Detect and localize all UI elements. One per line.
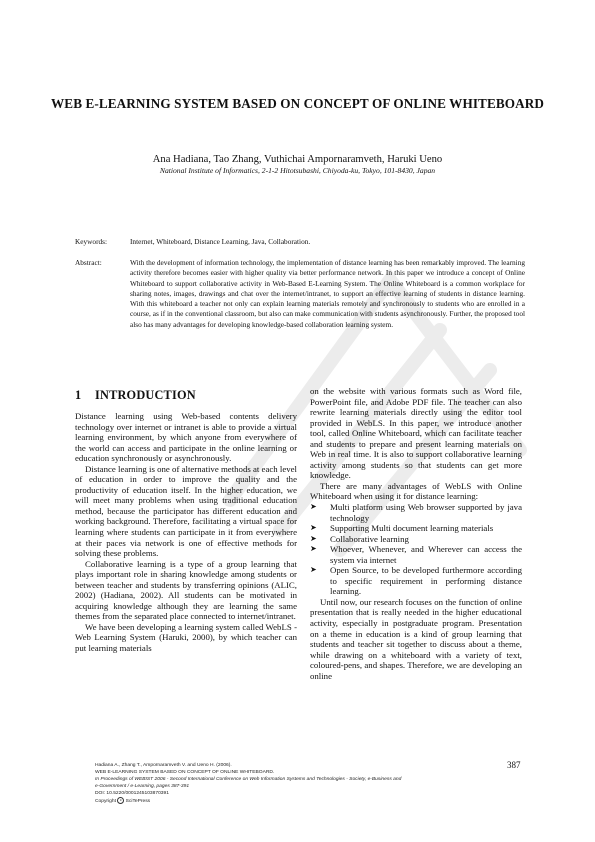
abstract-label: Abstract: — [75, 258, 102, 267]
right-column — [310, 386, 522, 681]
paragraph: We have been developing a learning system called WebLS - Web Learning System (Haruki, 2000), by which teacher can put learning materials — [75, 621, 297, 654]
paragraph: Collaborative learning is a type of a group learning that plays important role in sharing knowledge among students or between teacher and students by transferring opinions (ALIC, 2002) (Hadiana, 2002). All students can be motivated in acquiring knowledge although they are learning the same themes from the separated place connected to internet/intranet. — [75, 558, 297, 622]
list-item: ➤ Supporting Multi document learning materials — [310, 523, 494, 534]
paragraph: There are many advantages of WebLS with Online Whiteboard when using it for distance learning: — [310, 480, 522, 502]
section-title: INTRODUCTION — [95, 388, 196, 402]
paper-title: WEB E-LEARNING SYSTEM BASED ON CONCEPT OF ONLINE WHITEBOARD — [51, 96, 544, 111]
abstract-text: With the development of information technology, the implementation of distance learning has been remarkably improved. The learning activity therefore becomes easier with higher quality via better performance network. In this paper we introduce a concept of Online Whiteboard to support collaborative activity in Web-Based E-Learning System. The Online Whiteboard is a common workplace for sharing notes, images, drawings and chat over the internet/intranet, to support an effective learning of students in distance learning. With this whiteboard a teacher not only can explain learning materials remotely and synchronously to students who are enrolled in a course, as if in the conventional classroom, but also can make communication with students asynchronously. Further, the proposed tool also has many advantages for developing knowledge-based collaboration learning system. — [130, 258, 525, 329]
arrow-bullet-icon: ➤ — [310, 533, 317, 543]
paragraph: Distance learning using Web-based contents delivery technology over internet or intranet is able to provide a virtual learning environment, by which anyone from everywhere of the world can access and participate in the online learning or education synchronously or asynchronously. — [75, 411, 297, 464]
section-number: 1 — [75, 388, 82, 402]
paragraph: Distance learning is one of alternative methods at each level of education in order to improve the quality and the productivity of education itself. In the higher education, we will meet many problems when using traditional education method, because the participator has different education and working background. Therefore, facilitating a virtual space for learning where students can participate in it from everywhere at their paces via network is one of effective methods for solving these problems. — [75, 463, 297, 559]
keywords-text: Internet, Whiteboard, Distance Learning, Java, Collaboration. — [130, 237, 311, 246]
list-item: ➤ Open Source, to be developed furthermore according to specific requirement in performing distance learning. — [310, 565, 522, 597]
arrow-bullet-icon: ➤ — [310, 523, 317, 533]
paragraph: Until now, our research focuses on the function of online presentation that is really needed in the higher educational activity, especially in postgraduate program. Presentation on a theme in education is a kind of group learning that students and teacher sit together to discuss about a theme, while drawing on a whiteboard with a variety of text, coloured-pens, and shapes. Therefore, we are developing an online — [310, 596, 522, 681]
section-heading — [75, 388, 196, 403]
page-number: 387 — [507, 760, 521, 770]
left-column — [75, 411, 297, 654]
advantages-list — [310, 502, 522, 597]
affiliation: National Institute of Informatics, 2-1-2 Hitotsubashi, Chiyoda-ku, Tokyo, 101-8430, Japan — [159, 166, 436, 175]
arrow-bullet-icon: ➤ — [310, 565, 317, 575]
citation-footer: Hadiana A., Zhang T., Ampornaramveth V. and Ueno H. (2006). WEB E-LEARNING SYSTEM BASED ON CONCEPT OF ONLINE WHITEBOARD. In Proceedings of WEBIST 2006 - Second International Conference on Web Information Systems and Technologies - Society, e-Business and e-Government / e-Learning, pages 387-391 DOI: 10.5220/0001245103870391 Copyright c SciTePress — [95, 763, 402, 805]
author-list: Ana Hadiana, Tao Zhang, Vuthichai Ampornaramveth, Haruki Ueno — [152, 154, 443, 165]
list-item: ➤ Whoever, Whenever, and Wherever can access the system via internet — [310, 544, 522, 565]
arrow-bullet-icon: ➤ — [310, 544, 317, 554]
copyright-icon: c — [117, 797, 124, 804]
paragraph: on the website with various formats such as Word file, PowerPoint file, and Adobe PDF file. The teacher can also rewrite learning materials directly using the editor tool provided in WebLS. In this paper, we introduce another tool, called Online Whiteboard, which can facilitate teacher and students to prepare and present learning materials on Web in real time. It is also to support collaborative learning activity among students so that students can get more knowledge. — [310, 386, 522, 481]
keywords-label: Keywords: — [75, 237, 108, 246]
list-item: ➤ Multi platform using Web browser supported by java technology — [310, 502, 522, 523]
arrow-bullet-icon: ➤ — [310, 502, 317, 512]
list-item: ➤ Collaborative learning — [310, 533, 409, 544]
